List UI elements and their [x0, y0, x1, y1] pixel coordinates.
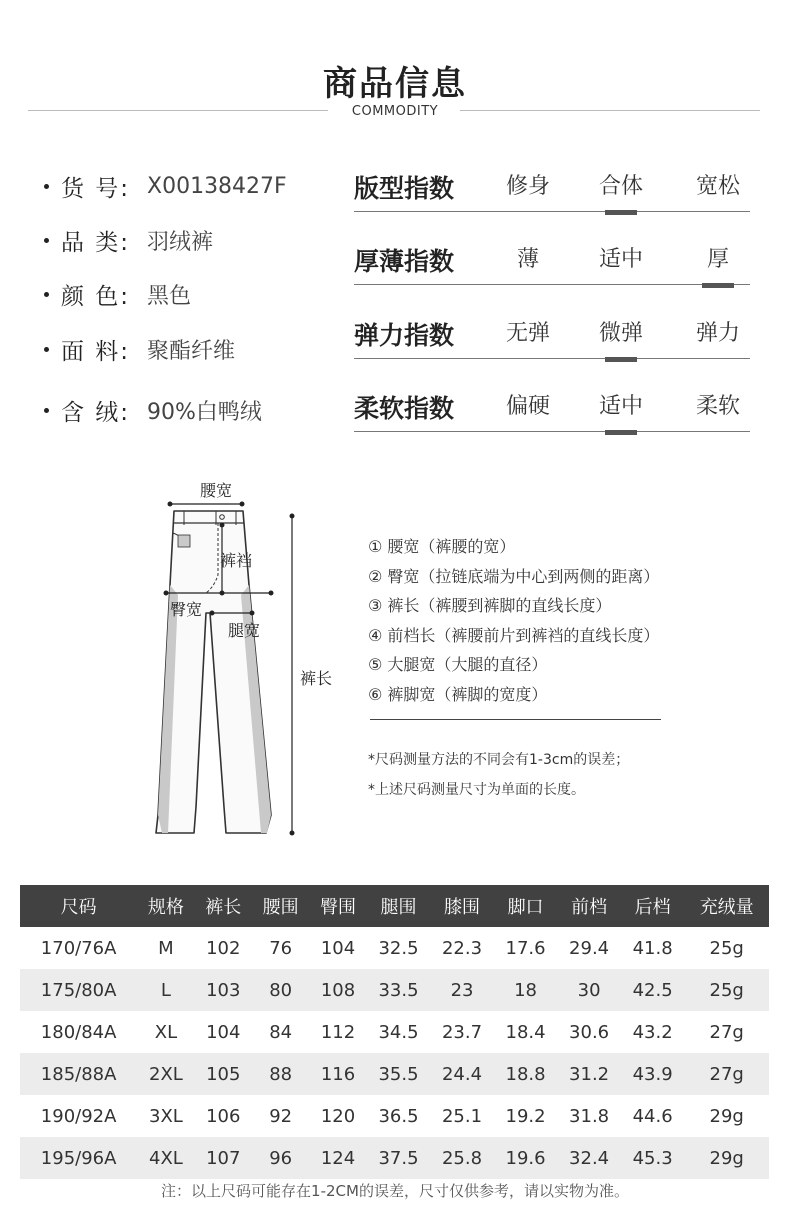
- length-dim-dot-bottom: [290, 831, 295, 836]
- page-title: 商品信息: [323, 64, 467, 104]
- info-row: [44, 276, 191, 312]
- table-cell: 36.5: [378, 1105, 419, 1127]
- legend-item: ⑥ 裤脚宽（裤脚的宽度）: [368, 684, 548, 704]
- legend-item: ④ 前档长（裤腰前片到裤裆的直线长度）: [368, 625, 660, 645]
- table-cell: 106: [206, 1105, 241, 1127]
- index-selected-marker: [605, 430, 637, 435]
- index-selected-marker: [605, 210, 637, 215]
- info-label: 面 料:: [61, 338, 131, 365]
- index-option: 柔软: [695, 394, 740, 419]
- index-option: 宽松: [695, 174, 740, 199]
- measurement-note-2: *上述尺码测量尺寸为单面的长度。: [368, 782, 585, 798]
- info-value: 羽绒裤: [147, 229, 214, 255]
- size-table-header-cell: 前档: [557, 885, 621, 927]
- index-name: 版型指数: [354, 174, 455, 203]
- table-cell: 32.5: [378, 937, 419, 959]
- size-table-header-cell: 臀围: [309, 885, 366, 927]
- measurement-legend: [368, 532, 659, 709]
- table-row: [20, 1053, 769, 1095]
- legend-item: ⑤ 大腿宽（大腿的直径）: [368, 655, 548, 674]
- table-cell: 102: [206, 937, 241, 959]
- bullet-icon: [44, 238, 49, 243]
- size-table-header-cell: 后档: [621, 885, 685, 927]
- index-option: 薄: [516, 247, 539, 272]
- index-option: 合体: [598, 174, 643, 199]
- index-selected-marker: [702, 283, 734, 288]
- table-cell: 18.4: [505, 1021, 546, 1043]
- table-cell: 18.8: [494, 1053, 558, 1095]
- table-cell: 19.6: [494, 1137, 558, 1179]
- bullet-icon: [44, 347, 49, 352]
- table-cell: 32.4: [557, 1137, 621, 1179]
- table-cell: 41.8: [632, 937, 673, 959]
- table-cell: 84: [269, 1021, 293, 1043]
- table-cell: 108: [309, 969, 366, 1011]
- index-option: 偏硬: [505, 394, 550, 419]
- size-table-header-cell: 裤长: [195, 885, 252, 927]
- length-label: 裤长: [300, 669, 333, 688]
- legend-item: ② 臀宽（拉链底端为中心到两侧的距离）: [368, 566, 660, 586]
- thigh-dim-dot-right: [250, 611, 255, 616]
- info-value: 黑色: [147, 283, 192, 309]
- table-cell: 3XL: [149, 1105, 183, 1127]
- size-table-header: [20, 885, 769, 927]
- table-cell: 107: [195, 1137, 252, 1179]
- index-option: 微弹: [598, 321, 643, 346]
- size-table-header-cell: 充绒量: [684, 885, 769, 927]
- table-cell: 27g: [709, 1021, 744, 1043]
- table-cell: 195/96A: [20, 1137, 137, 1179]
- table-cell: XL: [154, 1021, 178, 1043]
- index-scale-line: [354, 431, 750, 432]
- table-cell: 17.6: [505, 937, 546, 959]
- index-name: 弹力指数: [354, 321, 455, 350]
- table-cell: 34.5: [378, 1021, 419, 1043]
- table-row: [20, 1095, 769, 1137]
- waist-dim-dot-left: [168, 502, 173, 507]
- index-scale-line: [354, 284, 750, 285]
- table-cell: 120: [320, 1105, 356, 1127]
- table-cell: 43.2: [632, 1021, 673, 1043]
- index-option: 无弹: [505, 321, 550, 346]
- index-scale-line: [354, 358, 750, 359]
- legend-item: ① 腰宽（裤腰的宽）: [368, 537, 516, 556]
- info-label: 品 类:: [61, 229, 131, 256]
- index-scale-row: [354, 308, 750, 364]
- info-label: 货 号:: [61, 175, 131, 202]
- info-row: [44, 168, 287, 204]
- index-scale-row: [354, 381, 750, 437]
- table-cell: 104: [206, 1021, 241, 1043]
- table-cell: 104: [320, 937, 356, 959]
- table-cell: 170/76A: [40, 937, 117, 959]
- info-value: 90%白鸭绒: [147, 399, 262, 425]
- waist-dim-dot-right: [240, 502, 245, 507]
- info-row: [44, 392, 262, 428]
- table-cell: 25g: [709, 937, 744, 959]
- table-cell: 4XL: [137, 1137, 194, 1179]
- size-table: [20, 885, 769, 1179]
- hip-label: 臀宽: [170, 600, 203, 619]
- table-cell: 103: [195, 969, 252, 1011]
- footer-note: 注：以上尺码可能存在1-2CM的误差，尺寸仅供参考，请以实物为准。: [161, 1182, 629, 1200]
- table-cell: 185/88A: [20, 1053, 137, 1095]
- table-cell: 25.1: [441, 1105, 483, 1127]
- table-cell: 124: [309, 1137, 366, 1179]
- index-selected-marker: [605, 357, 637, 362]
- thigh-label: 腿宽: [228, 621, 261, 640]
- measurement-note-1: *尺码测量方法的不同会有1-3cm的误差；: [368, 752, 630, 768]
- table-cell: 42.5: [621, 969, 685, 1011]
- size-table-header-cell: 腿围: [367, 885, 431, 927]
- table-cell: 175/80A: [20, 969, 137, 1011]
- table-cell: 35.5: [367, 1053, 431, 1095]
- table-cell: 92: [269, 1105, 293, 1127]
- size-table-header-cell: 膝围: [430, 885, 494, 927]
- table-cell: L: [137, 969, 194, 1011]
- table-cell: 23.7: [441, 1021, 483, 1043]
- waist-label: 腰宽: [200, 481, 233, 500]
- info-label: 颜 色:: [61, 283, 131, 310]
- index-name: 柔软指数: [354, 394, 455, 423]
- table-row: [20, 1137, 769, 1179]
- table-cell: 76: [269, 937, 293, 959]
- bullet-icon: [44, 184, 49, 189]
- bullet-icon: [44, 292, 49, 297]
- info-row: [44, 331, 235, 367]
- page-subtitle: COMMODITY: [351, 104, 439, 119]
- table-cell: 44.6: [632, 1105, 673, 1127]
- index-scale-row: [354, 161, 750, 217]
- table-cell: 80: [252, 969, 309, 1011]
- index-option: 修身: [505, 174, 550, 199]
- table-cell: 25g: [684, 969, 769, 1011]
- hip-dim-dot-right: [269, 591, 274, 596]
- table-cell: 37.5: [367, 1137, 431, 1179]
- index-option: 厚: [706, 247, 729, 272]
- table-cell: 30.6: [569, 1021, 610, 1043]
- index-scale-line: [354, 211, 750, 212]
- index-scale-row: [354, 234, 750, 290]
- table-cell: 33.5: [367, 969, 431, 1011]
- table-cell: 96: [252, 1137, 309, 1179]
- table-cell: 190/92A: [40, 1105, 117, 1127]
- index-option: 弹力: [695, 321, 740, 346]
- info-row: [44, 222, 213, 258]
- table-cell: 23: [430, 969, 494, 1011]
- table-cell: 45.3: [621, 1137, 685, 1179]
- table-cell: 22.3: [441, 937, 483, 959]
- table-cell: 27g: [684, 1053, 769, 1095]
- table-cell: 24.4: [430, 1053, 494, 1095]
- pants-diagram: [140, 475, 340, 850]
- table-cell: 116: [309, 1053, 366, 1095]
- info-value: X00138427F: [147, 173, 287, 199]
- table-cell: 30: [557, 969, 621, 1011]
- size-table-header-cell: 尺码: [20, 885, 137, 927]
- table-cell: 2XL: [137, 1053, 194, 1095]
- coin-pocket: [178, 535, 190, 547]
- size-table-header-cell: 脚口: [494, 885, 558, 927]
- table-cell: 105: [195, 1053, 252, 1095]
- table-cell: 18: [494, 969, 558, 1011]
- rise-dim-dot-top: [220, 523, 225, 528]
- table-cell: 31.2: [557, 1053, 621, 1095]
- info-value: 聚酯纤维: [147, 338, 236, 364]
- table-cell: 19.2: [505, 1105, 546, 1127]
- thigh-dim-dot-left: [210, 611, 215, 616]
- table-cell: 29g: [709, 1105, 744, 1127]
- index-option: 适中: [598, 247, 643, 272]
- size-table-header-cell: 腰围: [252, 885, 309, 927]
- size-table-header-cell: 规格: [137, 885, 194, 927]
- table-cell: 180/84A: [40, 1021, 117, 1043]
- table-cell: 25.8: [430, 1137, 494, 1179]
- legend-divider: [370, 719, 661, 720]
- table-row: [20, 927, 769, 969]
- table-cell: 31.8: [569, 1105, 610, 1127]
- table-cell: 29.4: [569, 937, 610, 959]
- table-cell: 29g: [684, 1137, 769, 1179]
- table-cell: 43.9: [621, 1053, 685, 1095]
- length-dim-dot-top: [290, 514, 295, 519]
- table-cell: M: [158, 937, 174, 959]
- table-row: [20, 1011, 769, 1053]
- rise-label: 裤裆: [220, 551, 253, 570]
- table-cell: 88: [252, 1053, 309, 1095]
- table-row: [20, 969, 769, 1011]
- hip-dim-dot-left: [164, 591, 169, 596]
- index-option: 适中: [598, 394, 643, 419]
- table-cell: 112: [320, 1021, 356, 1043]
- info-label: 含 绒:: [61, 399, 131, 426]
- bullet-icon: [44, 408, 49, 413]
- index-name: 厚薄指数: [354, 247, 455, 276]
- legend-item: ③ 裤长（裤腰到裤脚的直线长度）: [368, 596, 612, 615]
